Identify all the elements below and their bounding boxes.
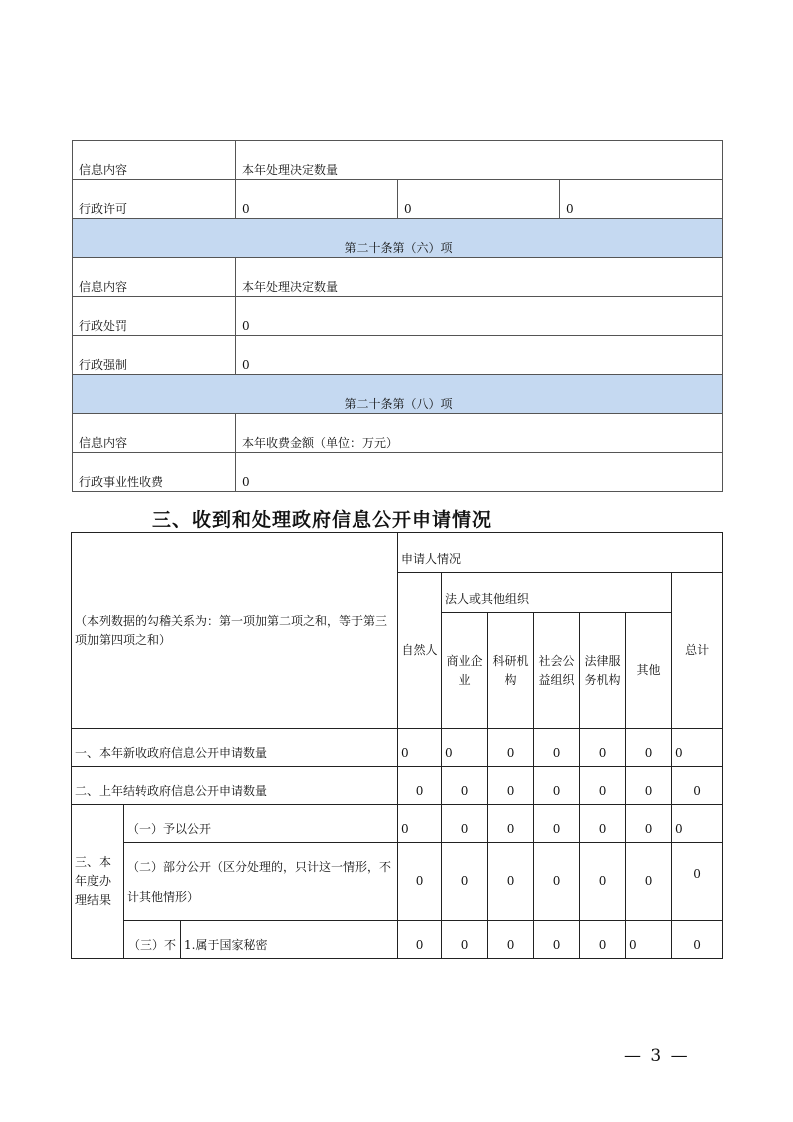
row-label: 信息内容 (73, 414, 236, 453)
row-label: 行政处罚 (73, 297, 236, 336)
cell-value: 0 (236, 453, 723, 492)
table-row (72, 729, 723, 767)
cell-value: 0 (534, 767, 580, 805)
cell-value: 0 (398, 805, 442, 843)
row-label: 行政事业性收费 (73, 453, 236, 492)
section-title: 三、收到和处理政府信息公开申请情况 (152, 509, 493, 531)
table-row (73, 453, 723, 492)
cell-value: 0 (580, 921, 626, 959)
cell-value: 0 (398, 921, 442, 959)
cell-value: 0 (236, 297, 723, 336)
cell-value: 0 (672, 921, 723, 959)
header-row (72, 533, 723, 573)
cell-value: 0 (672, 843, 723, 921)
cell-value: 0 (580, 729, 626, 767)
cell-value: 0 (236, 180, 398, 219)
table-row (72, 805, 723, 843)
row-label: 信息内容 (73, 258, 236, 297)
cell-value: 0 (672, 729, 723, 767)
table-row (73, 297, 723, 336)
row-sublabel: 1.属于国家秘密 (181, 921, 398, 959)
table-row (72, 843, 723, 921)
page-number: — 3 — (624, 1046, 690, 1066)
cell-value: 0 (626, 843, 672, 921)
table-row (72, 921, 723, 959)
cell-value: 0 (236, 336, 723, 375)
cell-value: 0 (442, 729, 488, 767)
cell-value: 0 (560, 180, 723, 219)
cell-value: 0 (580, 843, 626, 921)
cell-value: 0 (534, 843, 580, 921)
cell-value: 0 (398, 843, 442, 921)
cell-value: 0 (626, 729, 672, 767)
relation-note: （本列数据的勾稽关系为：第一项加第二项之和，等于第三项加第四项之和） (72, 533, 398, 729)
sub-header: 法律服务机构 (580, 613, 626, 729)
cell-value: 0 (488, 729, 534, 767)
cell-value: 0 (442, 921, 488, 959)
cell-value: 0 (442, 805, 488, 843)
cell-value: 0 (534, 729, 580, 767)
cell-value: 0 (580, 805, 626, 843)
application-table (71, 532, 723, 959)
cell-value: 本年收费金额（单位：万元） (236, 414, 723, 453)
row-label: 行政强制 (73, 336, 236, 375)
legal-header: 法人或其他组织 (442, 573, 672, 613)
cell-value: 0 (534, 921, 580, 959)
row-label: 二、上年结转政府信息公开申请数量 (72, 767, 398, 805)
table-row (73, 180, 723, 219)
cell-value: 0 (626, 767, 672, 805)
cell-value: 0 (488, 805, 534, 843)
section-header-row (73, 375, 723, 414)
sub-header: 商业企业 (442, 613, 488, 729)
cell-value: 0 (488, 921, 534, 959)
cell-value: 0 (488, 767, 534, 805)
section-header: 第二十条第（六）项 (73, 219, 723, 258)
cell-value: 0 (534, 805, 580, 843)
cell-value: 0 (580, 767, 626, 805)
table-row (73, 258, 723, 297)
cell-value: 0 (398, 180, 560, 219)
table-row (72, 767, 723, 805)
cell-value: 0 (672, 767, 723, 805)
section-header: 第二十条第（八）项 (73, 375, 723, 414)
table-row (73, 141, 723, 180)
row-label: （二）部分公开（区分处理的，只计这一情形，不计其他情形） (124, 843, 398, 921)
table-row (73, 414, 723, 453)
row-label: （一）予以公开 (124, 805, 398, 843)
section-header-row (73, 219, 723, 258)
row-label: （三）不 (124, 921, 181, 959)
sub-header: 社会公益组织 (534, 613, 580, 729)
cell-value: 本年处理决定数量 (236, 258, 723, 297)
cell-value: 0 (672, 805, 723, 843)
cell-value: 0 (398, 767, 442, 805)
info-table (72, 140, 723, 492)
cell-value: 0 (442, 767, 488, 805)
row-label: 信息内容 (73, 141, 236, 180)
cell-value: 0 (442, 843, 488, 921)
row-label: 一、本年新收政府信息公开申请数量 (72, 729, 398, 767)
cell-value: 0 (488, 843, 534, 921)
total-header: 总计 (672, 573, 723, 729)
natural-person-header: 自然人 (398, 573, 442, 729)
applicant-header: 申请人情况 (398, 533, 723, 573)
sub-header: 科研机构 (488, 613, 534, 729)
table-row (73, 336, 723, 375)
sub-header: 其他 (626, 613, 672, 729)
row-label: 行政许可 (73, 180, 236, 219)
group-label: 三、本年度办理结果 (72, 805, 124, 959)
cell-value: 0 (626, 805, 672, 843)
cell-value: 0 (398, 729, 442, 767)
cell-value: 0 (626, 921, 672, 959)
cell-value: 本年处理决定数量 (236, 141, 723, 180)
